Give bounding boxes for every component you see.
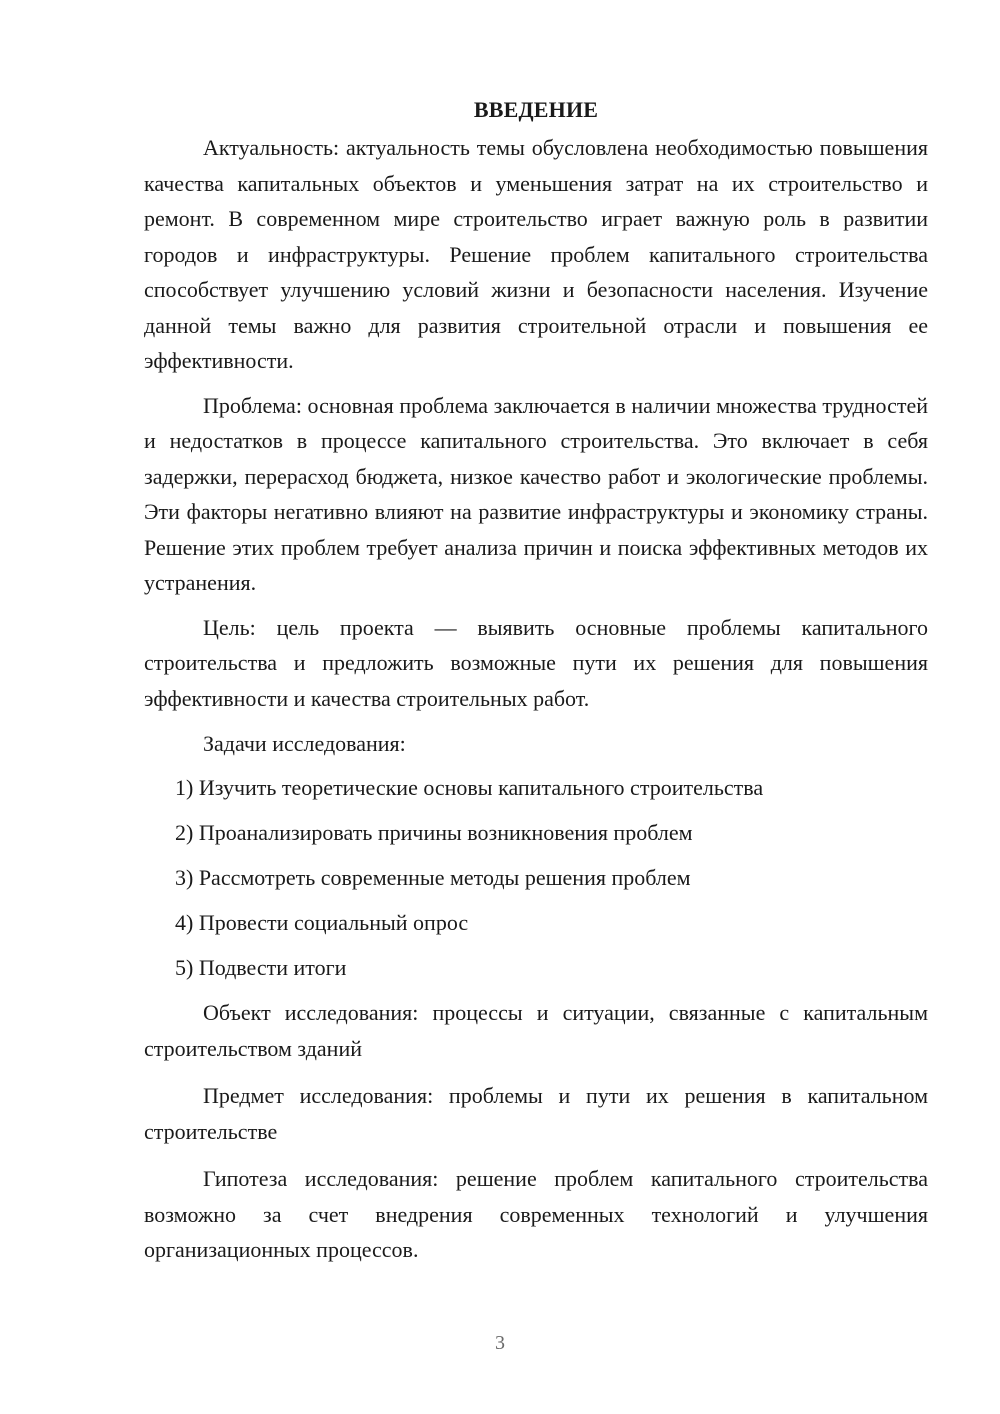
section-heading: ВВЕДЕНИЕ: [473, 97, 599, 122]
paragraph-problem: Проблема: основная проблема заключается в наличии множества трудностей и недостатков в процессе капитального строительства. Это включает в себя задержки, перерасход бюджета, низкое качество работ и экологические проблемы. Эти факторы негативно влияют на развитие инфраструктуры и экономику страны. Решение этих проблем требует анализа причин и поиска эффективных методов их устранения.: [144, 392, 928, 595]
list-item: 2) Проанализировать причины возникновения проблем: [175, 820, 693, 845]
list-item: 5) Подвести итоги: [175, 955, 347, 980]
page-number: 3: [495, 1332, 505, 1354]
paragraph-relevance: Актуальность: актуальность темы обусловлена необходимостью повышения качества капитальных объектов и уменьшения затрат на их строительство и ремонт. В современном мире строительство играет важную роль в развитии городов и инфраструктуры. Решение проблем капитального строительства способствует улучшению условий жизни и безопасности населения. Изучение данной темы важно для развития строительной отрасли и повышения ее эффективности.: [144, 135, 928, 373]
task-list: [144, 770, 928, 986]
tasks-title: Задачи исследования:: [203, 731, 406, 756]
paragraph-goal: Цель: цель проекта — выявить основные проблемы капитального строительства и предложить возможные пути их решения для повышения эффективности и качества строительных работ.: [144, 614, 928, 711]
paragraph-object: Объект исследования: процессы и ситуации, связанные с капитальным строительством зданий: [144, 1000, 928, 1061]
list-item: 3) Рассмотреть современные методы решения проблем: [175, 865, 691, 890]
paragraph-subject: Предмет исследования: проблемы и пути их решения в капитальном строительстве: [144, 1083, 928, 1144]
paragraph-hypothesis: Гипотеза исследования: решение проблем капитального строительства возможно за счет внедрения современных технологий и улучшения организационных процессов.: [144, 1166, 928, 1262]
list-item: 4) Провести социальный опрос: [175, 910, 469, 935]
list-item: 1) Изучить теоретические основы капитального строительства: [175, 775, 764, 800]
document-page: [144, 92, 928, 1268]
